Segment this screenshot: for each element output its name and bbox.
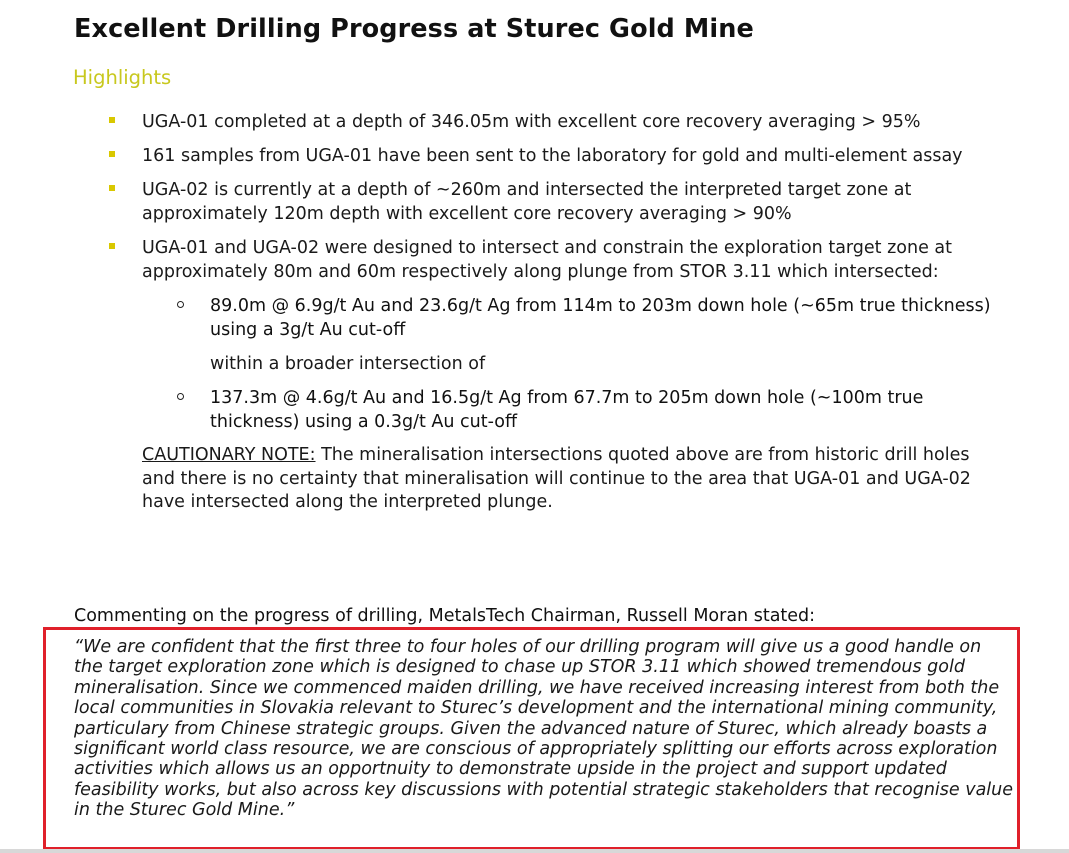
square-bullet-icon [109,117,115,123]
highlight-text: 161 samples from UGA-01 have been sent to the laboratory for gold and multi-element assay [142,146,963,166]
highlight-item [0,144,1069,168]
page-bottom-divider [0,849,1069,853]
hollow-circle-bullet-icon [177,301,184,308]
cautionary-note-label: CAUTIONARY NOTE: [142,445,316,465]
square-bullet-icon [109,185,115,191]
intersection-list [0,386,1069,434]
highlight-text: UGA-01 completed at a depth of 346.05m with excellent core recovery averaging > 95% [142,112,921,132]
highlight-item [0,236,1069,515]
comment-intro: Commenting on the progress of drilling, MetalsTech Chairman, Russell Moran stated: [74,606,816,626]
page-title: Excellent Drilling Progress at Sturec Gold Mine [74,14,754,44]
highlight-text: UGA-01 and UGA-02 were designed to intersect and constrain the exploration target zone at approximately 80m and 60m respectively along plunge from STOR 3.11 which intersected: [142,238,953,282]
within-text: within a broader intersection of [210,354,486,374]
hollow-circle-bullet-icon [177,393,184,400]
highlight-item [0,178,1069,226]
highlights-heading: Highlights [73,66,172,89]
cautionary-note [142,444,1002,515]
intersection-list [0,294,1069,342]
intersection-text: 137.3m @ 4.6g/t Au and 16.5g/t Ag from 67.7m to 205m down hole (~100m true thickness) using a 0.3g/t Au cut-off [210,388,924,432]
intersection-item [0,386,1069,434]
intersection-item [0,294,1069,342]
highlight-item [0,110,1069,134]
highlight-text: UGA-02 is currently at a depth of ~260m and intersected the interpreted target zone at approximately 120m depth with excellent core recovery averaging > 90% [142,180,912,224]
square-bullet-icon [109,243,115,249]
highlights-list [0,110,1069,525]
intersection-text: 89.0m @ 6.9g/t Au and 23.6g/t Ag from 114m to 203m down hole (~65m true thickness) using a 3g/t Au cut-off [210,296,991,340]
cautionary-note-text: The mineralisation intersections quoted above are from historic drill holes and there is no certainty that mineralisation will continue to the area that UGA-01 and UGA-02 have intersected along the interpreted plunge. [142,445,971,512]
square-bullet-icon [109,151,115,157]
chairman-quote: “We are confident that the first three to four holes of our drilling program will give us a good handle on the target exploration zone which is designed to chase up STOR 3.11 which showed tremendous gold mineralisation. Since we commenced maiden drilling, we have received increasing interest from both the local communities in Slovakia relevant to Sturec’s development and the international mining community, particulary from Chinese strategic groups. Given the advanced nature of Sturec, which already boasts a significant world class resource, we are conscious of appropriately splitting our efforts across exploration activities which allows us an opportnuity to demonstrate upside in the project and support updated feasibility works, but also across key discussions with potential strategic stakeholders that recognise value in the Sturec Gold Mine.” [74,637,1014,821]
